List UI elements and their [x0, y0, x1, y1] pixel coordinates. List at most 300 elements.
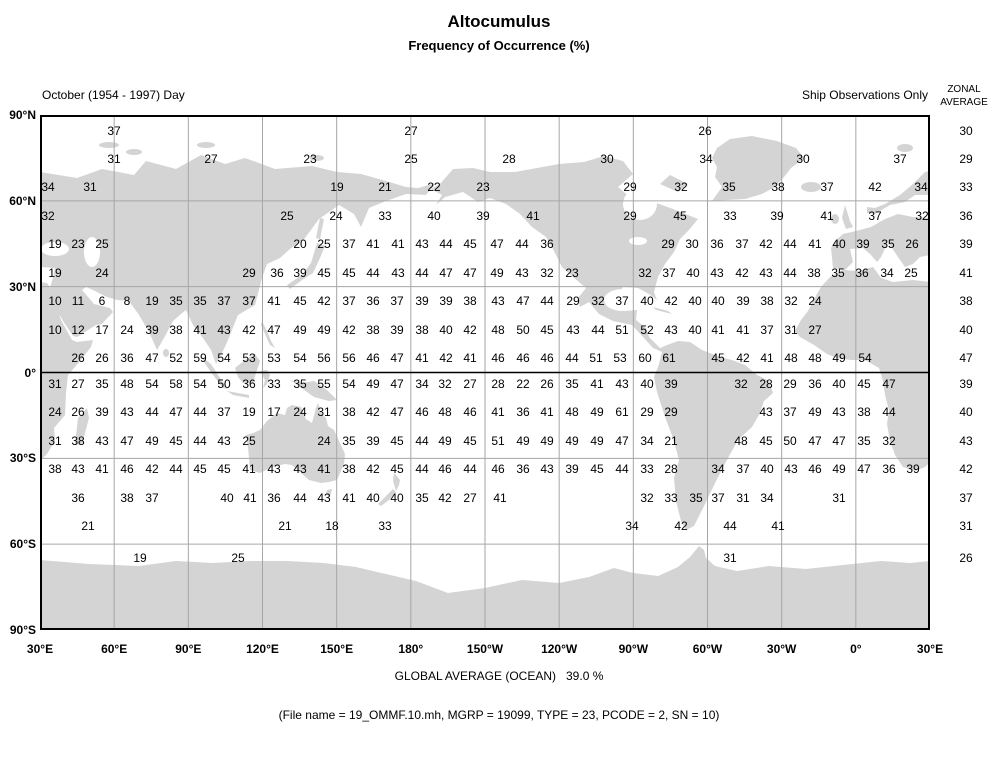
grid-value: 41 [242, 462, 256, 476]
zonal-average-value: 26 [959, 551, 973, 565]
ship-observations-label: Ship Observations Only [801, 88, 928, 102]
grid-value: 54 [342, 377, 356, 391]
zonal-average-value: 39 [959, 377, 973, 391]
grid-value: 33 [267, 377, 281, 391]
grid-value: 47 [390, 377, 404, 391]
grid-value: 19 [330, 180, 344, 194]
grid-value: 35 [831, 266, 845, 280]
grid-value: 38 [366, 323, 380, 337]
latitude-tick-label: 60°S [9, 537, 36, 552]
grid-value: 41 [820, 209, 834, 223]
grid-value: 42 [664, 294, 678, 308]
grid-value: 44 [193, 434, 207, 448]
grid-value: 35 [193, 294, 207, 308]
grid-value: 45 [540, 323, 554, 337]
grid-value: 40 [220, 491, 234, 505]
grid-value: 43 [515, 266, 529, 280]
grid-value: 46 [463, 405, 477, 419]
grid-value: 41 [463, 351, 477, 365]
grid-value: 36 [855, 266, 869, 280]
grid-value: 35 [722, 180, 736, 194]
grid-value: 54 [145, 377, 159, 391]
grid-value: 20 [293, 237, 307, 251]
grid-value: 24 [293, 405, 307, 419]
grid-value: 26 [71, 405, 85, 419]
grid-value: 34 [41, 180, 55, 194]
grid-value: 33 [378, 209, 392, 223]
grid-value: 43 [566, 323, 580, 337]
grid-value: 10 [48, 323, 62, 337]
grid-value: 25 [904, 266, 918, 280]
grid-value: 29 [623, 180, 637, 194]
latitude-tick-label: 90°S [9, 623, 36, 637]
zonal-average-value: 29 [959, 152, 973, 166]
grid-value: 42 [736, 351, 750, 365]
grid-value: 50 [783, 434, 797, 448]
grid-value: 24 [48, 405, 62, 419]
grid-value: 43 [415, 237, 429, 251]
longitude-tick-label: 60°W [692, 642, 723, 656]
grid-value: 48 [734, 434, 748, 448]
grid-value: 41 [342, 491, 356, 505]
grid-value: 44 [439, 237, 453, 251]
grid-value: 24 [329, 209, 343, 223]
grid-value: 58 [169, 377, 183, 391]
grid-value: 42 [868, 180, 882, 194]
grid-value: 36 [516, 462, 530, 476]
page-subtitle: Frequency of Occurrence (%) [408, 38, 590, 53]
grid-value: 41 [736, 323, 750, 337]
grid-value: 25 [280, 209, 294, 223]
grid-value: 34 [699, 152, 713, 166]
grid-value: 24 [95, 266, 109, 280]
grid-value: 39 [565, 462, 579, 476]
grid-value: 34 [640, 434, 654, 448]
grid-value: 41 [415, 351, 429, 365]
grid-value: 37 [242, 294, 256, 308]
grid-value: 41 [771, 519, 785, 533]
grid-value: 54 [293, 351, 307, 365]
longitude-tick-label: 30°W [766, 642, 797, 656]
grid-value: 42 [439, 351, 453, 365]
grid-value: 51 [491, 434, 505, 448]
grid-value: 27 [808, 323, 822, 337]
grid-value: 49 [565, 434, 579, 448]
grid-value: 60 [638, 351, 652, 365]
grid-value: 39 [293, 266, 307, 280]
grid-value: 52 [169, 351, 183, 365]
grid-value: 41 [540, 405, 554, 419]
grid-value: 6 [98, 294, 106, 308]
grid-value: 34 [880, 266, 894, 280]
grid-value: 45 [759, 434, 773, 448]
grid-value: 44 [515, 237, 529, 251]
grid-value: 38 [120, 491, 134, 505]
grid-value: 31 [48, 377, 62, 391]
grid-value: 34 [914, 180, 928, 194]
grid-value: 41 [760, 351, 774, 365]
grid-value: 39 [906, 462, 920, 476]
grid-value: 35 [689, 491, 703, 505]
grid-value: 42 [242, 323, 256, 337]
grid-value: 26 [540, 377, 554, 391]
grid-value: 51 [615, 323, 629, 337]
grid-value: 38 [342, 462, 356, 476]
grid-value: 43 [710, 266, 724, 280]
grid-value: 49 [590, 405, 604, 419]
grid-value: 45 [463, 434, 477, 448]
grid-value: 38 [415, 323, 429, 337]
grid-value: 54 [193, 377, 207, 391]
grid-value: 56 [342, 351, 356, 365]
grid-value: 46 [491, 351, 505, 365]
longitude-tick-label: 90°W [618, 642, 649, 656]
grid-value: 37 [662, 266, 676, 280]
grid-value: 30 [685, 237, 699, 251]
grid-value: 48 [565, 405, 579, 419]
zonal-average-value: 33 [959, 180, 973, 194]
zonal-average-value: 36 [959, 209, 973, 223]
grid-value: 30 [796, 152, 810, 166]
longitude-tick-label: 150°E [320, 642, 354, 656]
grid-value: 12 [71, 323, 85, 337]
grid-value: 39 [366, 434, 380, 448]
longitude-tick-label: 30°E [916, 642, 944, 656]
grid-value: 40 [711, 294, 725, 308]
grid-value: 41 [193, 323, 207, 337]
grid-value: 42 [366, 462, 380, 476]
grid-value: 44 [415, 462, 429, 476]
grid-value: 41 [491, 405, 505, 419]
grid-value: 49 [438, 434, 452, 448]
grid-value: 32 [882, 434, 896, 448]
grid-value: 46 [366, 351, 380, 365]
grid-value: 36 [120, 351, 134, 365]
grid-value: 25 [242, 434, 256, 448]
grid-value: 48 [808, 351, 822, 365]
grid-value: 43 [267, 462, 281, 476]
zonal-average-value: 41 [959, 266, 973, 280]
grid-value: 49 [293, 323, 307, 337]
grid-value: 45 [193, 462, 207, 476]
grid-value: 41 [317, 462, 331, 476]
grid-value: 37 [390, 294, 404, 308]
grid-value: 28 [502, 152, 516, 166]
grid-value: 32 [674, 180, 688, 194]
grid-value: 27 [71, 377, 85, 391]
grid-value: 33 [664, 491, 678, 505]
grid-value: 32 [638, 266, 652, 280]
longitude-tick-label: 120°E [246, 642, 279, 656]
grid-value: 47 [882, 377, 896, 391]
grid-value: 25 [231, 551, 245, 565]
grid-value: 40 [832, 237, 846, 251]
zonal-average-header-line2: AVERAGE [940, 97, 988, 108]
zonal-average-value: 31 [959, 519, 973, 533]
grid-value: 21 [664, 434, 678, 448]
grid-value: 11 [71, 294, 85, 308]
grid-value: 29 [566, 294, 580, 308]
grid-value: 44 [882, 405, 896, 419]
grid-value: 43 [759, 266, 773, 280]
grid-value: 37 [820, 180, 834, 194]
grid-value: 29 [640, 405, 654, 419]
grid-value: 49 [832, 351, 846, 365]
grid-value: 36 [71, 491, 85, 505]
grid-value: 25 [317, 237, 331, 251]
grid-value: 53 [242, 351, 256, 365]
grid-value: 37 [145, 491, 159, 505]
grid-value: 35 [857, 434, 871, 448]
global-average-label: GLOBAL AVERAGE (OCEAN) 39.0 % [394, 669, 604, 683]
grid-value: 32 [438, 377, 452, 391]
grid-value: 49 [808, 405, 822, 419]
grid-value: 37 [342, 294, 356, 308]
grid-value: 26 [95, 351, 109, 365]
grid-value: 19 [242, 405, 256, 419]
grid-value: 35 [342, 434, 356, 448]
grid-value: 43 [664, 323, 678, 337]
grid-value: 41 [590, 377, 604, 391]
grid-value: 37 [107, 124, 121, 138]
grid-value: 41 [243, 491, 257, 505]
grid-value: 43 [832, 405, 846, 419]
longitude-tick-label: 150°W [466, 642, 504, 656]
grid-value: 39 [390, 323, 404, 337]
grid-value: 21 [378, 180, 392, 194]
grid-value: 17 [95, 323, 109, 337]
grid-value: 35 [415, 491, 429, 505]
grid-value: 35 [95, 377, 109, 391]
grid-value: 26 [698, 124, 712, 138]
grid-value: 47 [516, 294, 530, 308]
grid-value: 43 [317, 491, 331, 505]
longitude-tick-label: 0° [850, 642, 862, 656]
grid-value: 35 [293, 377, 307, 391]
grid-value: 19 [48, 266, 62, 280]
grid-value: 36 [270, 266, 284, 280]
grid-value: 31 [83, 180, 97, 194]
grid-value: 42 [674, 519, 688, 533]
grid-value: 44 [615, 462, 629, 476]
grid-value: 42 [342, 323, 356, 337]
grid-value: 23 [303, 152, 317, 166]
grid-value: 47 [808, 434, 822, 448]
grid-value: 10 [48, 294, 62, 308]
grid-value: 47 [463, 266, 477, 280]
grid-value: 34 [760, 491, 774, 505]
grid-value: 42 [438, 491, 452, 505]
longitude-tick-label: 60°E [101, 642, 128, 656]
longitude-tick-label: 30°E [26, 642, 54, 656]
longitude-tick-label: 90°E [175, 642, 202, 656]
grid-value: 29 [623, 209, 637, 223]
grid-value: 36 [516, 405, 530, 419]
latitude-tick-label: 30°S [9, 451, 36, 466]
grid-value: 39 [145, 323, 159, 337]
grid-value: 17 [267, 405, 281, 419]
grid-value: 36 [808, 377, 822, 391]
grid-value: 31 [723, 551, 737, 565]
grid-value: 36 [710, 237, 724, 251]
grid-value: 19 [48, 237, 62, 251]
grid-value: 42 [366, 405, 380, 419]
grid-value: 52 [640, 323, 654, 337]
grid-value: 44 [293, 491, 307, 505]
grid-value: 38 [71, 434, 85, 448]
zonal-average-value: 37 [959, 491, 973, 505]
grid-value: 48 [438, 405, 452, 419]
grid-value: 42 [145, 462, 159, 476]
grid-value: 49 [590, 434, 604, 448]
grid-value: 37 [760, 323, 774, 337]
grid-value: 43 [491, 294, 505, 308]
grid-value: 43 [759, 405, 773, 419]
grid-value: 47 [832, 434, 846, 448]
grid-value: 35 [565, 377, 579, 391]
grid-value: 40 [640, 294, 654, 308]
grid-value: 40 [427, 209, 441, 223]
grid-value: 31 [317, 405, 331, 419]
latitude-tick-label: 30°N [9, 279, 36, 294]
grid-value: 38 [760, 294, 774, 308]
longitude-tick-label: 180° [398, 642, 424, 656]
longitude-tick-label: 120°W [541, 642, 578, 656]
grid-value: 41 [95, 462, 109, 476]
grid-value: 37 [736, 462, 750, 476]
grid-value: 31 [832, 491, 846, 505]
grid-value: 45 [342, 266, 356, 280]
grid-value: 46 [438, 462, 452, 476]
grid-value: 47 [390, 351, 404, 365]
grid-value: 37 [893, 152, 907, 166]
grid-value: 42 [317, 294, 331, 308]
period-label: October (1954 - 1997) Day [42, 88, 185, 102]
grid-value: 33 [723, 209, 737, 223]
grid-value: 34 [625, 519, 639, 533]
grid-value: 37 [217, 405, 231, 419]
grid-value: 32 [591, 294, 605, 308]
grid-value: 39 [415, 294, 429, 308]
grid-value: 45 [317, 266, 331, 280]
zonal-average-header-line1: ZONAL [947, 84, 981, 95]
grid-value: 33 [640, 462, 654, 476]
grid-value: 51 [589, 351, 603, 365]
grid-value: 27 [463, 491, 477, 505]
grid-value: 45 [390, 462, 404, 476]
grid-value: 30 [600, 152, 614, 166]
grid-value: 26 [71, 351, 85, 365]
grid-value: 43 [615, 377, 629, 391]
grid-value: 34 [711, 462, 725, 476]
grid-value: 56 [317, 351, 331, 365]
page-title: Altocumulus [447, 12, 551, 31]
grid-value: 45 [293, 294, 307, 308]
zonal-average-value: 30 [959, 124, 973, 138]
grid-value: 37 [735, 237, 749, 251]
grid-value: 41 [808, 237, 822, 251]
grid-value: 43 [784, 462, 798, 476]
grid-value: 39 [476, 209, 490, 223]
grid-value: 24 [120, 323, 134, 337]
grid-value: 38 [169, 323, 183, 337]
grid-value: 27 [404, 124, 418, 138]
zonal-average-value: 43 [959, 434, 973, 448]
grid-value: 28 [759, 377, 773, 391]
grid-value: 38 [48, 462, 62, 476]
grid-value: 44 [366, 266, 380, 280]
grid-value: 47 [490, 237, 504, 251]
grid-value: 36 [540, 237, 554, 251]
grid-value: 23 [476, 180, 490, 194]
grid-value: 43 [540, 462, 554, 476]
grid-value: 47 [439, 266, 453, 280]
grid-value: 46 [516, 351, 530, 365]
grid-value: 29 [242, 266, 256, 280]
grid-value: 36 [242, 377, 256, 391]
grid-value: 49 [516, 434, 530, 448]
grid-value: 50 [516, 323, 530, 337]
grid-value: 53 [267, 351, 281, 365]
grid-value: 24 [808, 294, 822, 308]
grid-value: 37 [342, 237, 356, 251]
grid-value: 28 [664, 462, 678, 476]
grid-value: 21 [278, 519, 292, 533]
grid-value: 55 [317, 377, 331, 391]
grid-value: 31 [784, 323, 798, 337]
grid-value: 45 [390, 434, 404, 448]
grid-value: 49 [540, 434, 554, 448]
grid-value: 28 [491, 377, 505, 391]
grid-value: 46 [120, 462, 134, 476]
grid-value: 21 [81, 519, 95, 533]
grid-value: 48 [784, 351, 798, 365]
grid-value: 49 [317, 323, 331, 337]
grid-value: 44 [415, 266, 429, 280]
grid-value: 32 [784, 294, 798, 308]
grid-value: 37 [868, 209, 882, 223]
grid-value: 41 [526, 209, 540, 223]
grid-value: 44 [723, 519, 737, 533]
grid-value: 44 [565, 351, 579, 365]
grid-value: 18 [325, 519, 339, 533]
grid-value: 27 [463, 377, 477, 391]
grid-value: 39 [856, 237, 870, 251]
grid-value: 44 [415, 434, 429, 448]
grid-value: 41 [391, 237, 405, 251]
grid-value: 59 [193, 351, 207, 365]
grid-value: 40 [688, 294, 702, 308]
grid-value: 38 [807, 266, 821, 280]
grid-value: 38 [342, 405, 356, 419]
grid-value: 41 [267, 294, 281, 308]
grid-value: 38 [857, 405, 871, 419]
grid-value: 29 [664, 405, 678, 419]
grid-value: 44 [193, 405, 207, 419]
grid-value: 46 [415, 405, 429, 419]
grid-value: 45 [711, 351, 725, 365]
grid-value: 40 [760, 462, 774, 476]
grid-value: 25 [95, 237, 109, 251]
grid-value: 44 [591, 323, 605, 337]
grid-value: 23 [71, 237, 85, 251]
grid-value: 22 [516, 377, 530, 391]
grid-value: 45 [673, 209, 687, 223]
grid-value: 41 [366, 237, 380, 251]
grid-value: 48 [491, 323, 505, 337]
grid-value: 35 [169, 294, 183, 308]
grid-value: 40 [640, 377, 654, 391]
